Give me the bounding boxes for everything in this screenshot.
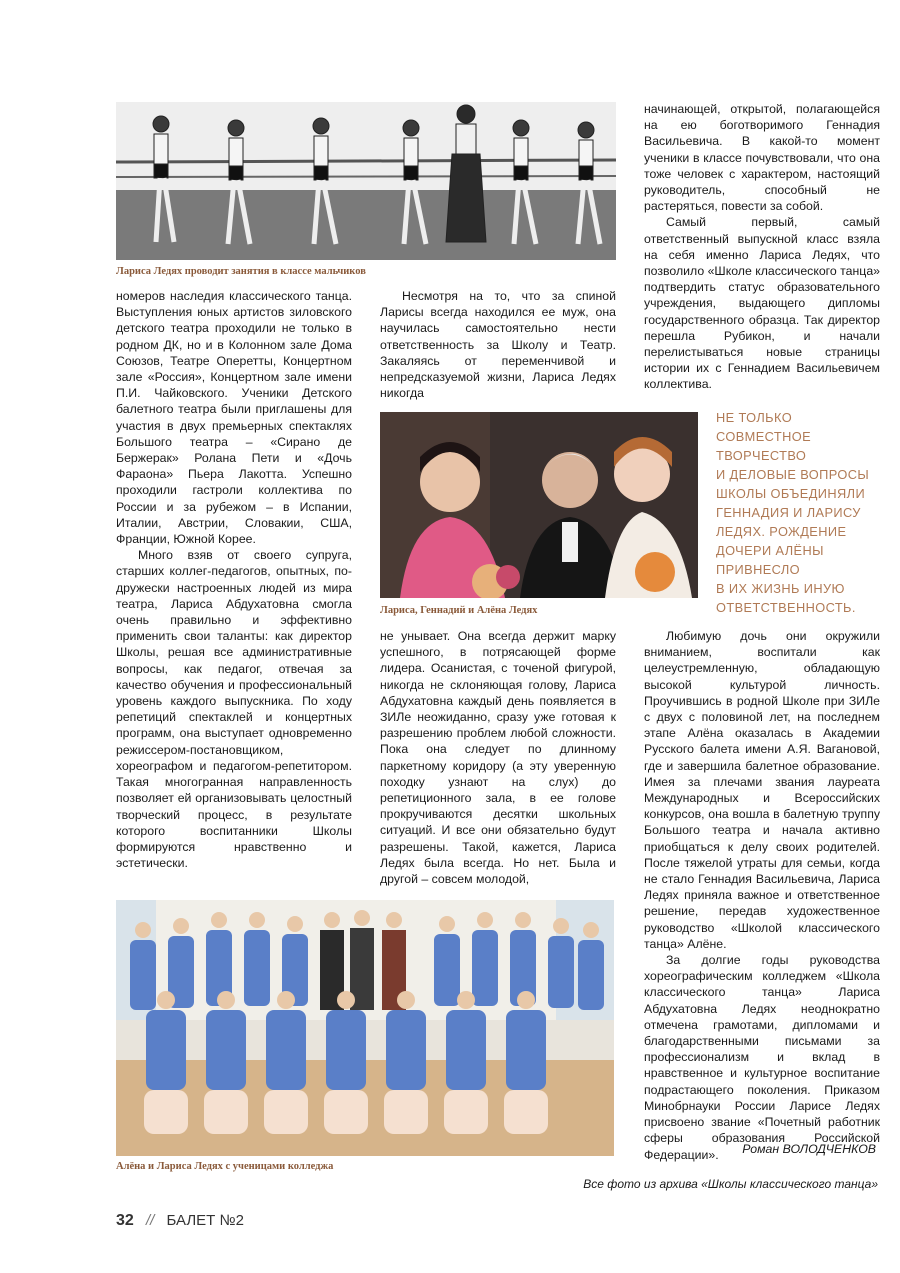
magazine-name: БАЛЕТ №2 [166, 1212, 244, 1229]
pull-quote-line: ШКОЛЫ ОБЪЕДИНЯЛИ [716, 486, 866, 501]
pull-quote-line: НЕ ТОЛЬКО [716, 410, 793, 425]
page-footer [116, 1212, 244, 1230]
article-author: Роман ВОЛОДЧЕНКОВ [742, 1142, 876, 1156]
pull-quote-line: ТВОРЧЕСТВО [716, 448, 807, 463]
pull-quote-line: СОВМЕСТНОЕ [716, 429, 812, 444]
paragraph: За долгие годы руководства хореографическим колледжем «Школа классического танца» Лариса Абдухатовна Ледях неоднократно отмечена грамотами, дипломами и благодарственными письмами за профессионализм и вклад в нравственное и культурное воспитание подрастающего поколения. Приказом Минобрнауки России Ларисе Ледях присвоено звание «Почетный работник сферы образования Российской Федерации». [644, 953, 880, 1162]
photo-students-group [116, 900, 614, 1156]
photo-credit: Все фото из архива «Школы классического танца» [583, 1177, 878, 1191]
paragraph: Любимую дочь они окружили вниманием, воспитали как целеустремленную, обладающую высокой культурой личность. Проучившись в родной Школе при ЗИЛе с двух с половиной лет, на последнем этапе Алёна оказалась в Академии Русского балета имени А.Я. Вагановой, где и завершила балетное образование. Имея за плечами звания лауреата Международных и Всероссийских конкурсов, она вошла в балетную труппу Большого театра и начала активно приобщаться к делу своих родителей. После тяжелой утраты для семьи, когда не стало Геннадия Васильевича, Лариса Ледях приняла важное и ответственное решение, передав художественное руководство «Школой классического танца» Алёне. [644, 629, 880, 951]
paragraph: Самый первый, самый ответственный выпускной класс взяла на себя именно Лариса Ледях, что позволило «Школе классического танца» подтвердить статус образовательного учреждения, выдающего дипломы государственного образца. Так директор перешла Рубикон, и начали перелистываться новые страницы истории их с Геннадием Васильевичем коллектива. [644, 215, 880, 392]
pull-quote-line: И ДЕЛОВЫЕ ВОПРОСЫ [716, 467, 870, 482]
students-group-illustration [116, 900, 614, 1156]
photo-caption: Лариса, Геннадий и Алёна Ледях [380, 605, 538, 616]
paragraph: не унывает. Она всегда держит марку успешного, в потрясающей форме лидера. Осанистая, с точеной фигурой, никогда не склоняющая голову, Лариса Абдухатовна каждый день появляется в ЗИЛе неожиданно, сразу уже готовая к разрешению проблем любой сложности. Пока она следует по длинному паркетному коридору (а эту уверенную походку узнают на слух) до репетиционного зала, в ее голове прокручиваются десятки школьных ситуаций. И все они обязательно будут разрешены. Такой, кажется, Лариса Ледях была всегда. Но нет. Была и другой – совсем молодой, [380, 629, 616, 887]
paragraph: начинающей, открытой, полагающейся на ею боготворимого Геннадия Васильевича. В какой-то момент ученики в классе почувствовали, что она тоже человек с характером, настоящий руководитель, способный не растеряться, повести за собой. [644, 102, 880, 214]
paragraph: Много взяв от своего супруга, старших коллег-педагогов, опытных, по-дружески настроенных людей из мира театра, Лариса Абдухатовна смогла очень правильно и эффективно применить свои таланты: как директор Школы, решая все административные вопросы, как педагог, отвечая за качество обучения и профессиональный уровень каждого выпускника. По ходу репетиций спектаклей и концертных программ, она выступает одновременно режиссером-постановщиком, хореографом и педагогом-репетитором. Такая многогранная направленность позволяет ей организовывать целостный творческий процесс, в результате которого воспитанники Школы формируются нравственно и эстетически. [116, 548, 352, 871]
photo-caption: Лариса Ледях проводит занятия в классе мальчиков [116, 266, 366, 277]
photo-boys-class [116, 102, 616, 260]
boys-class-illustration [116, 102, 616, 260]
pull-quote-line: ЛЕДЯХ. РОЖДЕНИЕ [716, 524, 847, 539]
column-2-bottom [380, 628, 616, 887]
pull-quote-line: ПРИВНЕСЛО [716, 562, 801, 577]
column-1 [116, 288, 352, 871]
column-3-top [644, 101, 880, 393]
photo-caption: Алёна и Лариса Ледях с ученицами колледжа [116, 1161, 334, 1172]
family-portrait-illustration [380, 412, 698, 598]
column-2-top [380, 288, 616, 401]
paragraph: Несмотря на то, что за спиной Ларисы всегда находился ее муж, она научилась самостоятельно нести ответственность за Школу и Театр. Закаляясь от переменчивой и непредсказуемой жизни, Лариса Ледях никогда [380, 289, 616, 401]
paragraph: номеров наследия классического танца. Выступления юных артистов зиловского детского театра проходили не только в родном ДК, но и в Колонном зале Дома Союзов, Театре Оперетты, Концертном зале «Россия», Концертном зале имени П.И. Чайковского. Ученики Детского балетного театра были приглашены для участия в двух премьерных спектаклях Большого театра – «Сирано де Бержерак» Ролана Пети и «Дочь Фараона» Пьера Лакотта. Успешно проходили гастроли коллектива по России и за рубежом – в Испании, Италии, Австрии, Словакии, США, Франции, Южной Корее. [116, 289, 352, 547]
column-3-bottom [644, 628, 880, 1163]
pull-quote-line: ОТВЕТСТВЕННОСТЬ. [716, 600, 856, 615]
pull-quote-line: В ИХ ЖИЗНЬ ИНУЮ [716, 581, 845, 596]
photo-family-portrait [380, 412, 698, 598]
pull-quote [716, 408, 886, 617]
pull-quote-line: ДОЧЕРИ АЛЁНЫ [716, 543, 824, 558]
page-number: 32 [116, 1212, 134, 1229]
pull-quote-line: ГЕННАДИЯ И ЛАРИСУ [716, 505, 861, 520]
footer-separator: // [145, 1212, 155, 1229]
